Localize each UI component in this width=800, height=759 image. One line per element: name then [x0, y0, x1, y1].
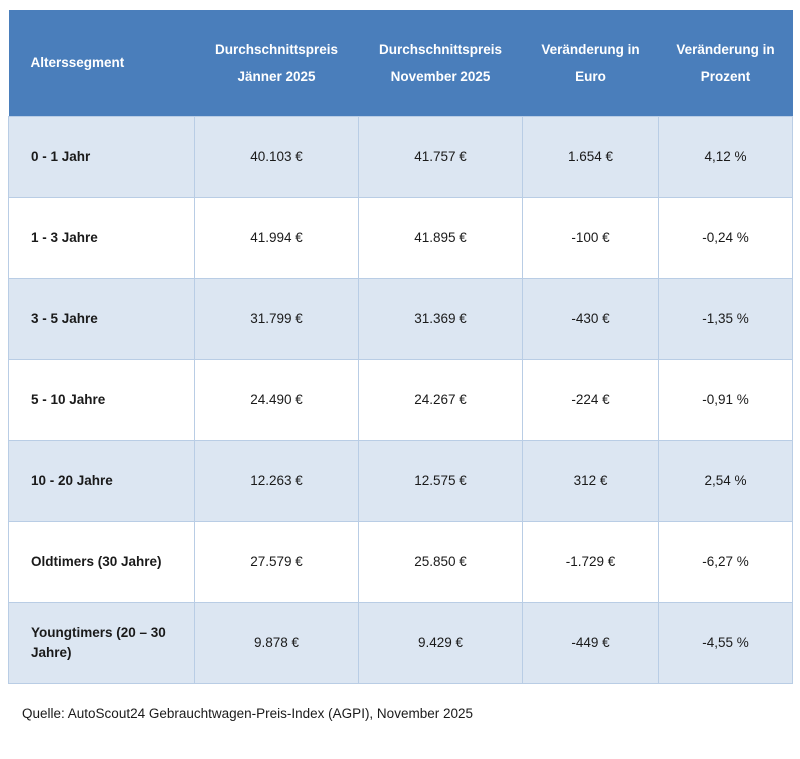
cell-avg-jan: 27.579 €	[195, 521, 359, 602]
cell-avg-nov: 25.850 €	[359, 521, 523, 602]
table-row	[9, 602, 793, 683]
cell-segment: 0 - 1 Jahr	[9, 116, 195, 197]
column-header-avg-nov-line2: November 2025	[390, 68, 491, 84]
table-row	[9, 278, 793, 359]
column-header-avg-nov	[359, 10, 523, 116]
cell-delta-pct: 2,54 %	[659, 440, 793, 521]
table-row	[9, 521, 793, 602]
table-row	[9, 197, 793, 278]
cell-avg-nov: 31.369 €	[359, 278, 523, 359]
table-header-row	[9, 10, 793, 116]
cell-delta-eur: 1.654 €	[523, 116, 659, 197]
source-note: Quelle: AutoScout24 Gebrauchtwagen-Preis-Index (AGPI), November 2025	[22, 705, 473, 721]
cell-delta-eur: -1.729 €	[523, 521, 659, 602]
cell-segment: Oldtimers (30 Jahre)	[9, 521, 195, 602]
price-index-table	[8, 10, 793, 684]
cell-avg-nov: 12.575 €	[359, 440, 523, 521]
cell-delta-pct: -6,27 %	[659, 521, 793, 602]
column-header-delta-pct	[659, 10, 793, 116]
column-header-delta-eur-line2: Euro	[575, 68, 606, 84]
cell-delta-eur: -224 €	[523, 359, 659, 440]
cell-avg-jan: 9.878 €	[195, 602, 359, 683]
column-header-avg-jan	[195, 10, 359, 116]
cell-delta-eur: -100 €	[523, 197, 659, 278]
column-header-avg-jan-line1: Durchschnittspreis	[214, 41, 339, 57]
column-header-segment-line1: Alterssegment	[30, 54, 125, 70]
cell-avg-nov: 9.429 €	[359, 602, 523, 683]
cell-segment: Youngtimers (20 – 30 Jahre)	[9, 602, 195, 683]
table-row	[9, 440, 793, 521]
cell-avg-nov: 41.895 €	[359, 197, 523, 278]
cell-segment: 1 - 3 Jahre	[9, 197, 195, 278]
cell-delta-pct: -4,55 %	[659, 602, 793, 683]
cell-delta-eur: 312 €	[523, 440, 659, 521]
column-header-segment	[9, 10, 195, 116]
table-row	[9, 116, 793, 197]
table-body	[9, 116, 793, 683]
table-header	[9, 10, 793, 116]
column-header-avg-nov-line1: Durchschnittspreis	[378, 41, 503, 57]
cell-delta-pct: -0,91 %	[659, 359, 793, 440]
column-header-delta-eur	[523, 10, 659, 116]
cell-delta-pct: -0,24 %	[659, 197, 793, 278]
column-header-delta-pct-line1: Veränderung in	[676, 41, 775, 57]
cell-delta-pct: 4,12 %	[659, 116, 793, 197]
cell-delta-eur: -449 €	[523, 602, 659, 683]
cell-segment: 10 - 20 Jahre	[9, 440, 195, 521]
cell-segment: 3 - 5 Jahre	[9, 278, 195, 359]
cell-avg-jan: 40.103 €	[195, 116, 359, 197]
column-header-avg-jan-line2: Jänner 2025	[237, 68, 316, 84]
cell-avg-jan: 12.263 €	[195, 440, 359, 521]
cell-avg-nov: 24.267 €	[359, 359, 523, 440]
cell-delta-eur: -430 €	[523, 278, 659, 359]
column-header-delta-eur-line1: Veränderung in	[541, 41, 640, 57]
cell-avg-jan: 24.490 €	[195, 359, 359, 440]
cell-avg-jan: 41.994 €	[195, 197, 359, 278]
column-header-delta-pct-line2: Prozent	[700, 68, 751, 84]
cell-avg-nov: 41.757 €	[359, 116, 523, 197]
cell-avg-jan: 31.799 €	[195, 278, 359, 359]
cell-delta-pct: -1,35 %	[659, 278, 793, 359]
cell-segment: 5 - 10 Jahre	[9, 359, 195, 440]
table-row	[9, 359, 793, 440]
